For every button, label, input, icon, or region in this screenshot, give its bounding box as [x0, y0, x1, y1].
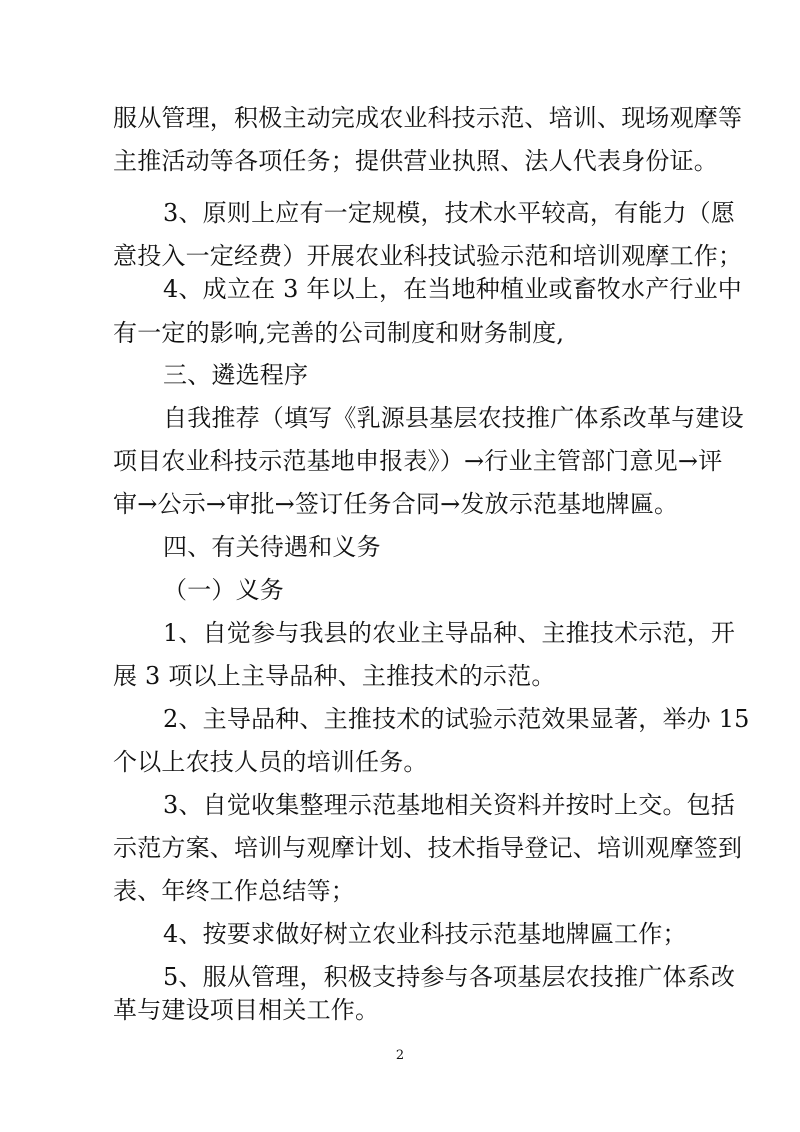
text-line: 主推活动等各项任务；提供营业执照、法人代表身份证。: [113, 147, 718, 175]
text-line: 4、按要求做好树立农业科技示范基地牌匾工作；: [163, 920, 687, 948]
text-line: 2、主导品种、主推技术的试验示范效果显著，举办 15: [163, 705, 750, 733]
text-line: 表、年终工作总结等；: [113, 877, 355, 905]
text-line: 1、自觉参与我县的农业主导品种、主推技术示范，开: [163, 619, 736, 647]
text-line: 示范方案、培训与观摩计划、技术指导登记、培训观摩签到: [113, 834, 743, 862]
section-heading: 四、有关待遇和义务: [163, 533, 381, 561]
text-line: 革与建设项目相关工作。: [113, 996, 380, 1024]
page-number: 2: [395, 1048, 405, 1063]
text-line: 3、自觉收集整理示范基地相关资料并按时上交。包括: [163, 791, 736, 819]
text-line: 项目农业科技示范基地申报表》）→行业主管部门意见→评: [113, 447, 723, 475]
subsection-heading: （一）义务: [163, 576, 284, 604]
section-heading: 三、遴选程序: [163, 361, 309, 389]
text-line: 服从管理，积极主动完成农业科技示范、培训、现场观摩等: [113, 104, 743, 132]
text-line: 3、原则上应有一定规模，技术水平较高，有能力（愿: [163, 199, 736, 227]
text-line: 展 3 项以上主导品种、主推技术的示范。: [113, 662, 556, 690]
text-line: 自我推荐（填写《乳源县基层农技推广体系改革与建设: [163, 404, 744, 432]
text-line: 意投入一定经费）开展农业科技试验示范和培训观摩工作；: [113, 242, 743, 270]
text-line: 审→公示→审批→签订任务合同→发放示范基地牌匾。: [113, 490, 679, 518]
text-line: 有一定的影响,完善的公司制度和财务制度,: [113, 319, 565, 347]
text-line: 5、服从管理，积极支持参与各项基层农技推广体系改: [163, 963, 736, 991]
text-line: 4、成立在 3 年以上，在当地种植业或畜牧水产行业中: [163, 275, 742, 303]
text-line: 个以上农技人员的培训任务。: [113, 748, 428, 776]
